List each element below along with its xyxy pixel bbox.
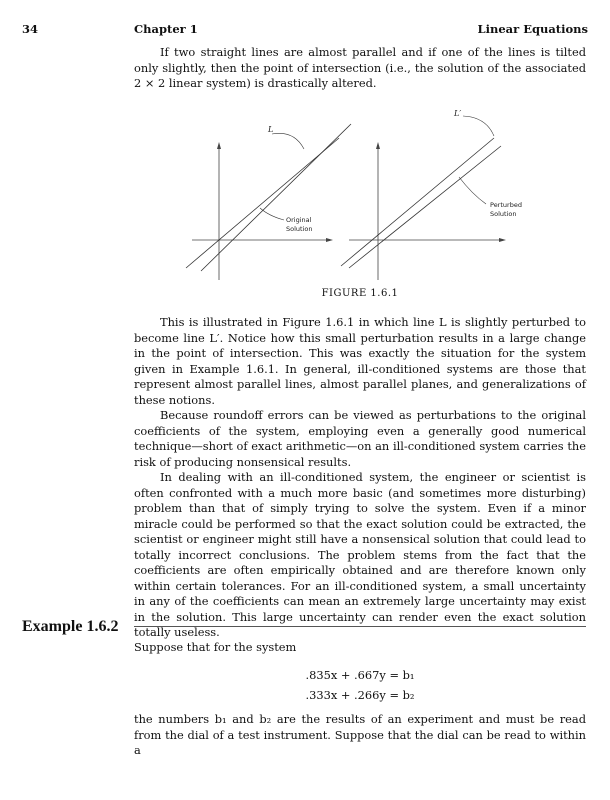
equation-1: .835x + .667y = b₁: [305, 668, 415, 682]
figure-left-panel: [186, 124, 351, 280]
example-lead-block: [134, 640, 586, 656]
intro-paragraph: If two straight lines are almost parallel and if one of the lines is tilted only slightly, then the point of intersection (i.e., the solution of the associated 2 × 2 linear system) is drastically altered.: [134, 45, 586, 90]
section-title: Linear Equations: [477, 22, 588, 36]
page-header: [22, 22, 588, 40]
line-other-perturbed: [349, 146, 501, 268]
left-y-axis-arrow: [217, 142, 221, 149]
example-following: the numbers b₁ and b₂ are the results of an experiment and must be read from the dial of a test instrument. Suppose that the dial can be read to within a: [134, 712, 586, 757]
original-label-line2: Solution: [286, 225, 313, 233]
label-L: L: [268, 125, 274, 134]
line-L-original: [186, 138, 339, 268]
paragraph-1: This is illustrated in Figure 1.6.1 in which line L is slightly perturbed to become line L′. Notice how this small perturbation results in a large change in the point of intersection. This was exactly the situation for the system given in Example 1.6.1. In general, ill-conditioned systems are those that represent almost parallel lines, almost parallel planes, and generalizations of these notions.: [134, 315, 586, 407]
body-text: [134, 315, 586, 641]
left-x-axis-arrow: [326, 238, 333, 242]
line-L-prime: [341, 138, 494, 266]
intro-text: [134, 45, 586, 92]
perturbed-label-line1: Perturbed: [490, 201, 522, 209]
example-rule: [134, 626, 586, 627]
paragraph-2: Because roundoff errors can be viewed as perturbations to the original coefficients of the system, employing even a generally good numerical technique—short of exact arithmetic—on an ill-conditioned system carries the risk of producing nonsensical results.: [134, 408, 586, 469]
example-following-block: [134, 712, 586, 759]
right-x-axis-arrow: [499, 238, 506, 242]
figure-right-panel: [341, 109, 522, 280]
figure-1-6-1: [134, 104, 586, 284]
line-other-original: [201, 124, 351, 271]
equation-2: .333x + .266y = b₂: [305, 688, 415, 702]
leader-L: [272, 133, 304, 149]
figure-caption: FIGURE 1.6.1: [321, 288, 399, 299]
leader-perturbed: [459, 177, 486, 204]
right-y-axis-arrow: [376, 142, 380, 149]
example-lead: Suppose that for the system: [134, 640, 297, 654]
paragraph-3: In dealing with an ill-conditioned system, the engineer or scientist is often confronted with a much more basic (and sometimes more disturbing) problem than that of simply trying to solve the system. Even if a minor miracle could be performed so that the exact solution could be extracted, the scientist or engineer might still have a nonsensical solution that could lead to totally incorrect conclusions. The problem stems from the fact that the coefficients are often empirically obtained and are therefore known only within certain tolerances. For an ill-conditioned system, a small uncertainty in any of the coefficients can mean an extremely large uncertainty may exist in the solution. This large uncertainty can render even the exact solution totally useless.: [134, 470, 586, 639]
original-label-line1: Original: [286, 216, 312, 224]
label-L-prime: L′: [454, 109, 462, 118]
perturbed-label-line2: Solution: [490, 210, 517, 218]
chapter-label: Chapter 1: [134, 22, 198, 36]
example-title: Example 1.6.2: [22, 618, 119, 635]
page-number: 34: [22, 22, 39, 36]
leader-L-prime: [463, 116, 494, 136]
